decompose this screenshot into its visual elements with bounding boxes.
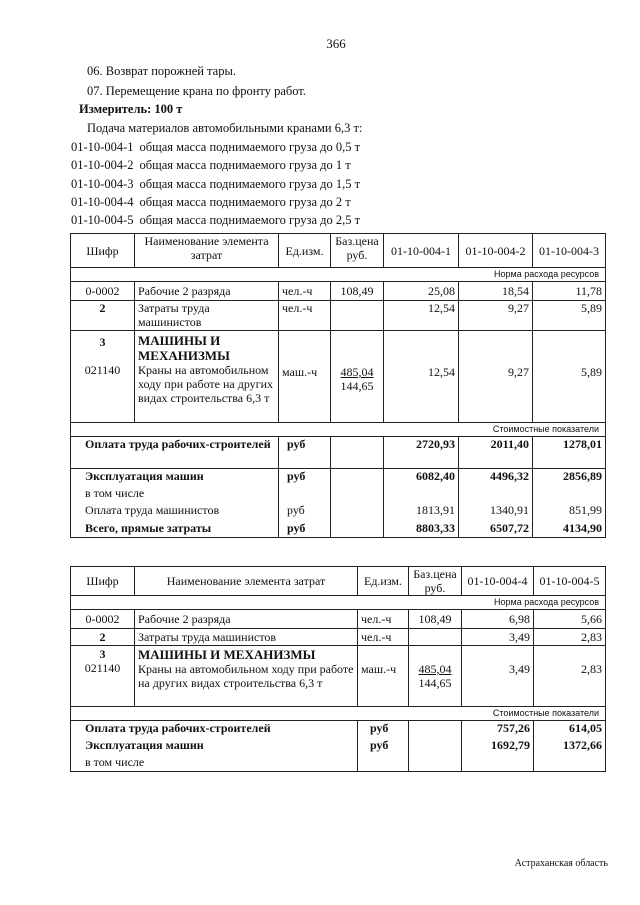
row-name: Рабочие 2 разряда (135, 282, 279, 301)
table-header-row (71, 567, 606, 596)
header-col-4: 01-10-004-4 (462, 567, 534, 596)
row-value: 12,54 (384, 331, 459, 423)
row-code: 2 (71, 301, 135, 331)
cost-value: 2720,93 (384, 437, 459, 469)
row-code (71, 646, 135, 707)
cost-value: 4134,90 (533, 521, 606, 538)
cost-name: Оплата труда рабочих-строителей (71, 437, 279, 469)
code-description: общая масса поднимаемого груза до 1,5 т (139, 177, 361, 191)
code-label: 01-10-004-3 (71, 177, 134, 191)
cost-unit: руб (358, 721, 409, 738)
cost-name: Оплата труда рабочих-строителей (71, 721, 358, 738)
machines-title: МАШИНЫ И МЕХАНИЗМЫ (138, 333, 230, 363)
cost-value: 851,99 (533, 503, 606, 521)
row-name (135, 646, 358, 707)
table-header-row (71, 234, 606, 268)
cost-label: Стоимостные показатели (71, 423, 606, 437)
row-unit: чел.-ч (358, 610, 409, 629)
region-footer: Астраханская область (514, 858, 608, 869)
code-description: общая масса поднимаемого груза до 0,5 т (139, 140, 361, 154)
cost-unit: руб (279, 503, 331, 521)
cost-name: Эксплуатация машин (71, 469, 279, 486)
cost-value: 614,05 (534, 721, 606, 738)
table-row (71, 301, 606, 331)
cost-row (71, 469, 606, 486)
cost-empty (331, 469, 384, 486)
row-value: 5,66 (534, 610, 606, 629)
cost-name: Оплата труда машинистов (71, 503, 279, 521)
cost-unit: руб (358, 738, 409, 755)
row-value: 11,78 (533, 282, 606, 301)
intro-text: Подача материалов автомобильными кранами 6,3 т: (87, 121, 363, 135)
table-row (71, 629, 606, 646)
code-list-item (71, 140, 360, 155)
code-label: 01-10-004-1 (71, 140, 134, 154)
code-list-item (71, 158, 351, 173)
crane-code: 021140 (84, 661, 121, 675)
row-price (331, 301, 384, 331)
header-col-5: 01-10-004-5 (534, 567, 606, 596)
crane-code: 021140 (84, 363, 121, 377)
row-value: 2,83 (534, 646, 606, 707)
row-price (331, 331, 384, 423)
cost-empty (331, 486, 384, 503)
crane-price-base: 485,04 (340, 365, 374, 379)
header-col-3: 01-10-004-3 (533, 234, 606, 268)
cost-value (534, 755, 606, 772)
table-row (71, 331, 606, 423)
cost-value: 4496,32 (459, 469, 533, 486)
cost-value: 6507,72 (459, 521, 533, 538)
row-value: 9,27 (459, 301, 533, 331)
row-unit: маш.-ч (358, 646, 409, 707)
header-price: Баз.цена руб. (331, 234, 384, 268)
cost-empty (409, 738, 462, 755)
cost-value: 1813,91 (384, 503, 459, 521)
header-col-2: 01-10-004-2 (459, 234, 533, 268)
code-list-item (71, 195, 351, 210)
header-code: Шифр (71, 234, 135, 268)
row-price (409, 646, 462, 707)
row-code (71, 331, 135, 423)
code-label: 01-10-004-5 (71, 213, 134, 227)
row-value: 3,49 (462, 646, 534, 707)
section-row (71, 596, 606, 610)
cost-unit (279, 486, 331, 503)
item-07-text: 07. Перемещение крана по фронту работ. (87, 84, 306, 98)
header-unit: Ед.изм. (279, 234, 331, 268)
cost-value: 6082,40 (384, 469, 459, 486)
crane-name: Краны на автомобильном ходу при работе на других видах строительства 6,3 т (138, 363, 274, 405)
row-value: 2,83 (534, 629, 606, 646)
cost-empty (331, 437, 384, 469)
cost-row (71, 437, 606, 469)
header-col-1: 01-10-004-1 (384, 234, 459, 268)
row-value: 25,08 (384, 282, 459, 301)
cost-unit: руб (279, 521, 331, 538)
cost-row (71, 486, 606, 503)
code-description: общая масса поднимаемого груза до 2,5 т (139, 213, 361, 227)
row-value: 12,54 (384, 301, 459, 331)
section-row (71, 268, 606, 282)
measure-unit: Измеритель: 100 т (79, 102, 183, 116)
machines-title: МАШИНЫ И МЕХАНИЗМЫ (138, 647, 316, 662)
cost-row (71, 721, 606, 738)
code-description: общая масса поднимаемого груза до 2 т (139, 195, 351, 209)
row-code: 0-0002 (71, 282, 135, 301)
row-value: 3,49 (462, 629, 534, 646)
resource-table-2 (70, 566, 606, 772)
row-price: 108,49 (409, 610, 462, 629)
row-name: Затраты труда машинистов (135, 629, 358, 646)
row-price: 108,49 (331, 282, 384, 301)
cost-value: 1340,91 (459, 503, 533, 521)
row-name (135, 331, 279, 423)
cost-name: в том числе (71, 486, 279, 503)
row-value: 5,89 (533, 301, 606, 331)
header-unit: Ед.изм. (358, 567, 409, 596)
crane-name: Краны на автомобильном ходу при работе на других видах строительства 6,3 т (138, 662, 354, 690)
row-name: Затраты труда машинистов (135, 301, 279, 331)
row-unit: маш.-ч (279, 331, 331, 423)
row-code: 2 (71, 629, 135, 646)
cost-empty (409, 721, 462, 738)
cost-value: 1692,79 (462, 738, 534, 755)
cost-value (533, 486, 606, 503)
crane-price-base: 485,04 (418, 662, 452, 676)
cost-value: 8803,33 (384, 521, 459, 538)
machines-code: 3 (99, 335, 106, 349)
crane-price-labor: 144,65 (418, 676, 452, 690)
row-unit: чел.-ч (358, 629, 409, 646)
cost-empty (331, 521, 384, 538)
header-code: Шифр (71, 567, 135, 596)
row-value: 9,27 (459, 331, 533, 423)
cost-unit: руб (279, 469, 331, 486)
machines-code: 3 (99, 647, 106, 661)
row-name: Рабочие 2 разряда (135, 610, 358, 629)
section-row (71, 707, 606, 721)
cost-value (459, 486, 533, 503)
cost-value (462, 755, 534, 772)
header-price: Баз.цена руб. (409, 567, 462, 596)
code-label: 01-10-004-2 (71, 158, 134, 172)
table-row (71, 646, 606, 707)
cost-row (71, 503, 606, 521)
cost-value: 2011,40 (459, 437, 533, 469)
code-description: общая масса поднимаемого груза до 1 т (139, 158, 351, 172)
row-unit: чел.-ч (279, 282, 331, 301)
cost-value: 1372,66 (534, 738, 606, 755)
cost-value: 1278,01 (533, 437, 606, 469)
cost-value: 757,26 (462, 721, 534, 738)
cost-empty (331, 503, 384, 521)
header-name: Наименование элемента затрат (135, 567, 358, 596)
row-value: 6,98 (462, 610, 534, 629)
resource-table-1 (70, 233, 606, 538)
code-list-item (71, 213, 360, 228)
code-list-item (71, 177, 360, 192)
page-number: 366 (326, 36, 346, 51)
crane-price-labor: 144,65 (340, 379, 374, 393)
cost-value (384, 486, 459, 503)
cost-row (71, 521, 606, 538)
cost-unit: руб (279, 437, 331, 469)
cost-name: Всего, прямые затраты (71, 521, 279, 538)
norm-label: Норма расхода ресурсов (71, 268, 606, 282)
row-unit: чел.-ч (279, 301, 331, 331)
section-row (71, 423, 606, 437)
cost-row (71, 755, 606, 772)
row-code: 0-0002 (71, 610, 135, 629)
row-value: 18,54 (459, 282, 533, 301)
table-row (71, 610, 606, 629)
cost-value: 2856,89 (533, 469, 606, 486)
cost-name: в том числе (71, 755, 358, 772)
row-value: 5,89 (533, 331, 606, 423)
cost-label: Стоимостные показатели (71, 707, 606, 721)
cost-row (71, 738, 606, 755)
cost-empty (409, 755, 462, 772)
norm-label: Норма расхода ресурсов (71, 596, 606, 610)
table-row (71, 282, 606, 301)
item-06-text: 06. Возврат порожней тары. (87, 64, 236, 78)
code-label: 01-10-004-4 (71, 195, 134, 209)
cost-unit (358, 755, 409, 772)
header-name: Наименование элемента затрат (135, 234, 279, 268)
row-price (409, 629, 462, 646)
cost-name: Эксплуатация машин (71, 738, 358, 755)
